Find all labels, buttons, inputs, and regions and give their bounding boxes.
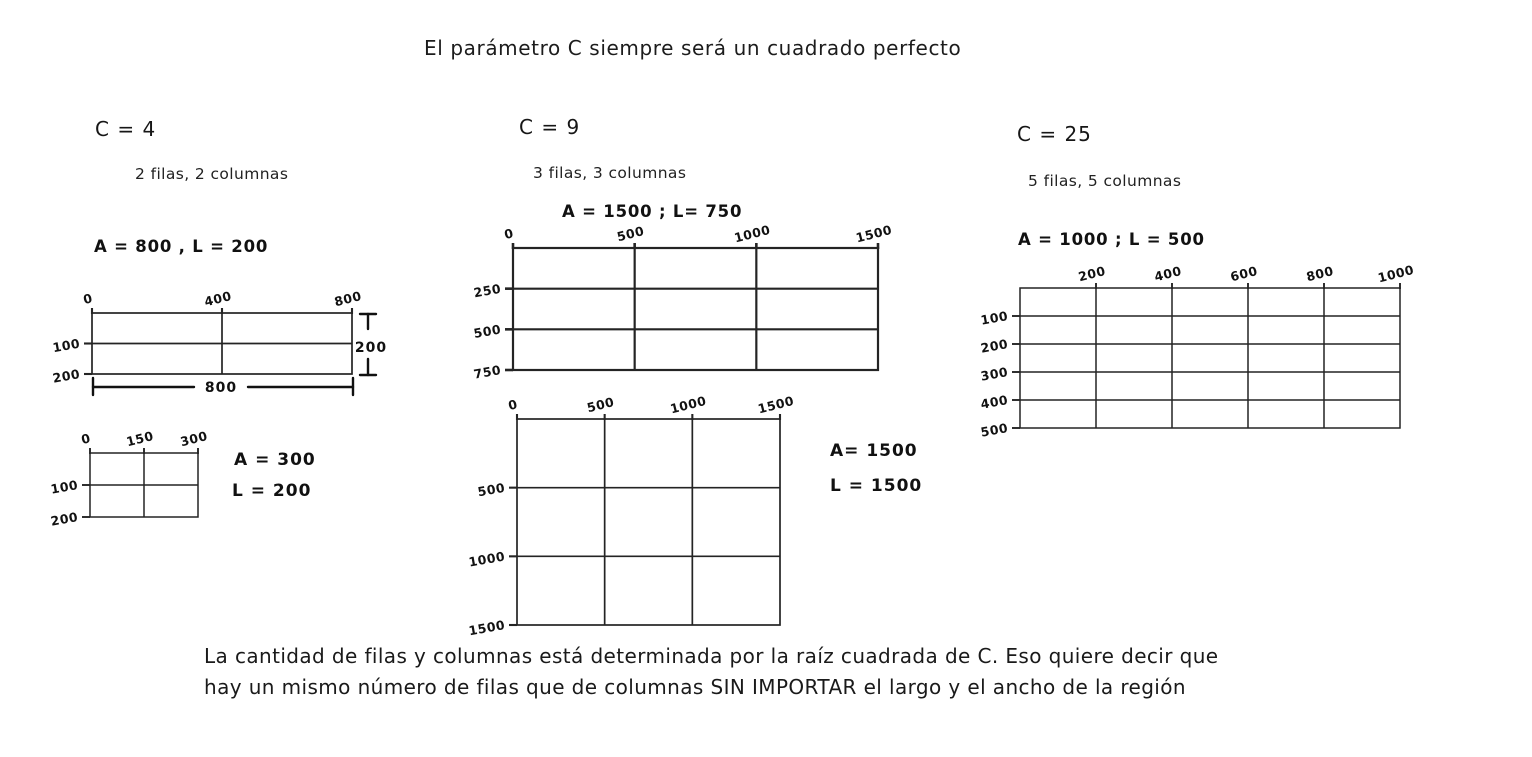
c4-small-grid [49,428,210,529]
section-c9-params: A = 1500 ; L= 750 [562,202,743,221]
section-c25-heading: C = 25 [1017,122,1092,146]
svg-text:1000: 1000 [1376,261,1416,286]
grid-svg [472,221,894,382]
c9-square-grid-length-label: L = 1500 [830,476,923,496]
section-c25-params: A = 1000 ; L = 500 [1018,230,1205,249]
svg-text:200: 200 [1076,263,1108,285]
svg-text:1000: 1000 [732,221,772,246]
footer-explanation-line1: La cantidad de filas y columnas está determinada por la raíz cuadrada de C. Eso quiere decir que [204,644,1219,668]
svg-text:500: 500 [615,223,646,245]
grid-svg [467,392,796,639]
svg-text:400: 400 [202,288,234,310]
svg-text:0: 0 [506,396,520,414]
grid-svg [979,261,1416,440]
section-c4-heading: C = 4 [95,117,157,141]
svg-text:100: 100 [979,308,1010,328]
svg-text:500: 500 [476,479,507,500]
svg-text:300: 300 [178,428,210,450]
svg-text:0: 0 [79,430,93,448]
c9-top-grid [472,221,894,382]
svg-text:200: 200 [49,509,80,529]
svg-text:500: 500 [585,394,616,416]
width-dimension-label: 800 [204,380,238,396]
svg-text:150: 150 [124,428,156,450]
svg-text:200: 200 [51,366,82,386]
c9-square-grid [467,392,796,639]
svg-text:250: 250 [472,280,503,301]
svg-text:500: 500 [979,420,1010,440]
svg-text:800: 800 [332,288,364,310]
c4-height-dimension [354,311,400,381]
svg-text:200: 200 [979,336,1010,356]
svg-text:1500: 1500 [467,617,507,639]
c9-square-grid-area-label: A= 1500 [830,441,918,461]
svg-text:400: 400 [1152,263,1184,285]
svg-text:500: 500 [472,321,503,342]
svg-text:800: 800 [1304,263,1336,285]
svg-text:100: 100 [49,477,80,497]
c25-main-grid [979,261,1416,440]
svg-text:300: 300 [979,364,1010,384]
c4-small-grid-area-label: A = 300 [234,450,316,470]
svg-text:1500: 1500 [756,392,796,417]
height-dimension-label: 200 [354,340,388,356]
section-c4-subheading: 2 filas, 2 columnas [135,165,289,183]
section-c25-subheading: 5 filas, 5 columnas [1028,172,1182,190]
section-c9-heading: C = 9 [519,115,581,139]
section-c4-params: A = 800 , L = 200 [94,237,269,256]
svg-text:1000: 1000 [467,548,507,570]
svg-text:0: 0 [81,290,95,308]
svg-text:1000: 1000 [668,392,708,417]
section-c9-subheading: 3 filas, 3 columnas [533,164,687,182]
c4-width-dimension [90,374,356,400]
svg-text:400: 400 [979,392,1010,412]
grid-svg [49,428,210,529]
svg-text:100: 100 [51,335,82,356]
svg-text:1500: 1500 [854,221,894,246]
grid-svg [51,288,364,386]
svg-text:0: 0 [502,225,516,243]
footer-explanation-line2: hay un mismo número de filas que de columnas SIN IMPORTAR el largo y el ancho de la región [204,675,1186,699]
c4-small-grid-length-label: L = 200 [232,481,312,501]
page-title: El parámetro C siempre será un cuadrado perfecto [424,36,962,60]
svg-text:600: 600 [1228,263,1260,285]
c4-main-grid [51,288,364,386]
svg-text:750: 750 [472,362,503,382]
